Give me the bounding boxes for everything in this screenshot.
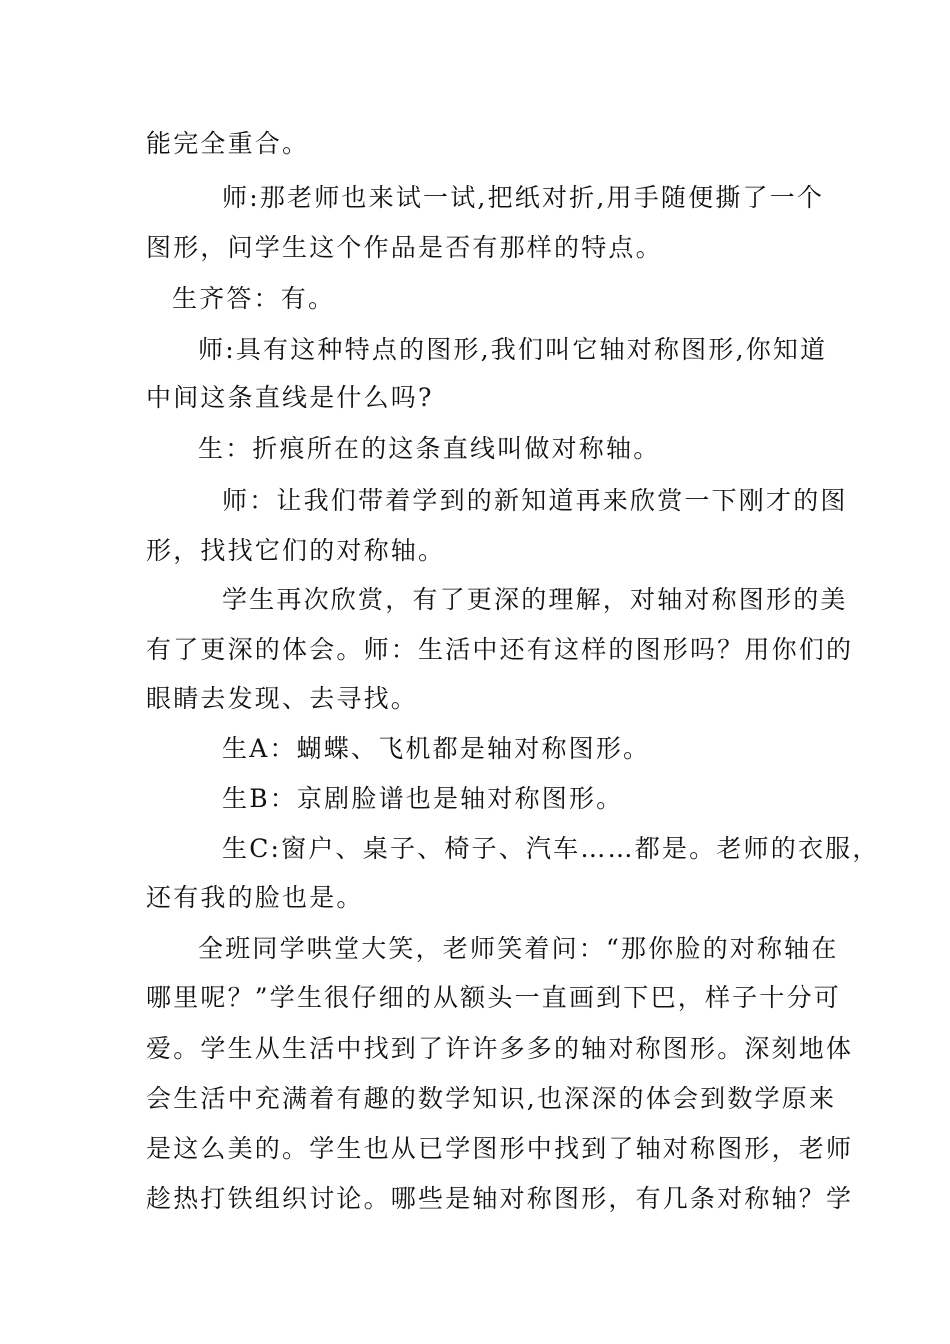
text-line: 生B：京剧脸谱也是轴对称图形。 (222, 784, 624, 813)
text-line: 趁热打铁组织讨论。哪些是轴对称图形，有几条对称轴？学 (146, 1184, 854, 1213)
text-line: 能完全重合。 (146, 129, 310, 158)
text-line: 形，找找它们的对称轴。 (146, 536, 446, 565)
text-line: 会生活中充满着有趣的数学知识,也深深的体会到数学原来 (146, 1084, 837, 1113)
text-line: 生A：蝴蝶、飞机都是轴对称图形。 (222, 734, 651, 763)
text-line: 生C:窗户、桌子、椅子、汽车……都是。老师的衣服， (222, 834, 880, 863)
text-line: 全班同学哄堂大笑，老师笑着问：“那你脸的对称轴在 (198, 934, 839, 963)
text-line: 是这么美的。学生也从已学图形中找到了轴对称图形，老师 (146, 1134, 854, 1163)
text-line: 中间这条直线是什么吗? (146, 383, 434, 412)
text-line: 还有我的脸也是。 (146, 883, 364, 912)
text-line: 图形，问学生这个作品是否有那样的特点。 (146, 233, 663, 262)
text-line: 眼睛去发现、去寻找。 (146, 684, 419, 713)
text-line: 师：让我们带着学到的新知道再来欣赏一下刚才的图 (222, 486, 848, 515)
text-line: 生：折痕所在的这条直线叫做对称轴。 (198, 434, 661, 463)
text-line: 师:具有这种特点的图形,我们叫它轴对称图形,你知道 (198, 335, 828, 364)
text-line: 师:那老师也来试一试,把纸对折,用手随便撕了一个 (222, 183, 825, 212)
text-line: 有了更深的体会。师：生活中还有这样的图形吗？用你们的 (146, 635, 854, 664)
text-line: 学生再次欣赏，有了更深的理解，对轴对称图形的美 (222, 585, 848, 614)
text-line: 生齐答：有。 (172, 284, 336, 313)
text-line: 爱。学生从生活中找到了许许多多的轴对称图形。深刻地体 (146, 1034, 854, 1063)
text-line: 哪里呢？”学生很仔细的从额头一直画到下巴，样子十分可 (146, 983, 841, 1012)
